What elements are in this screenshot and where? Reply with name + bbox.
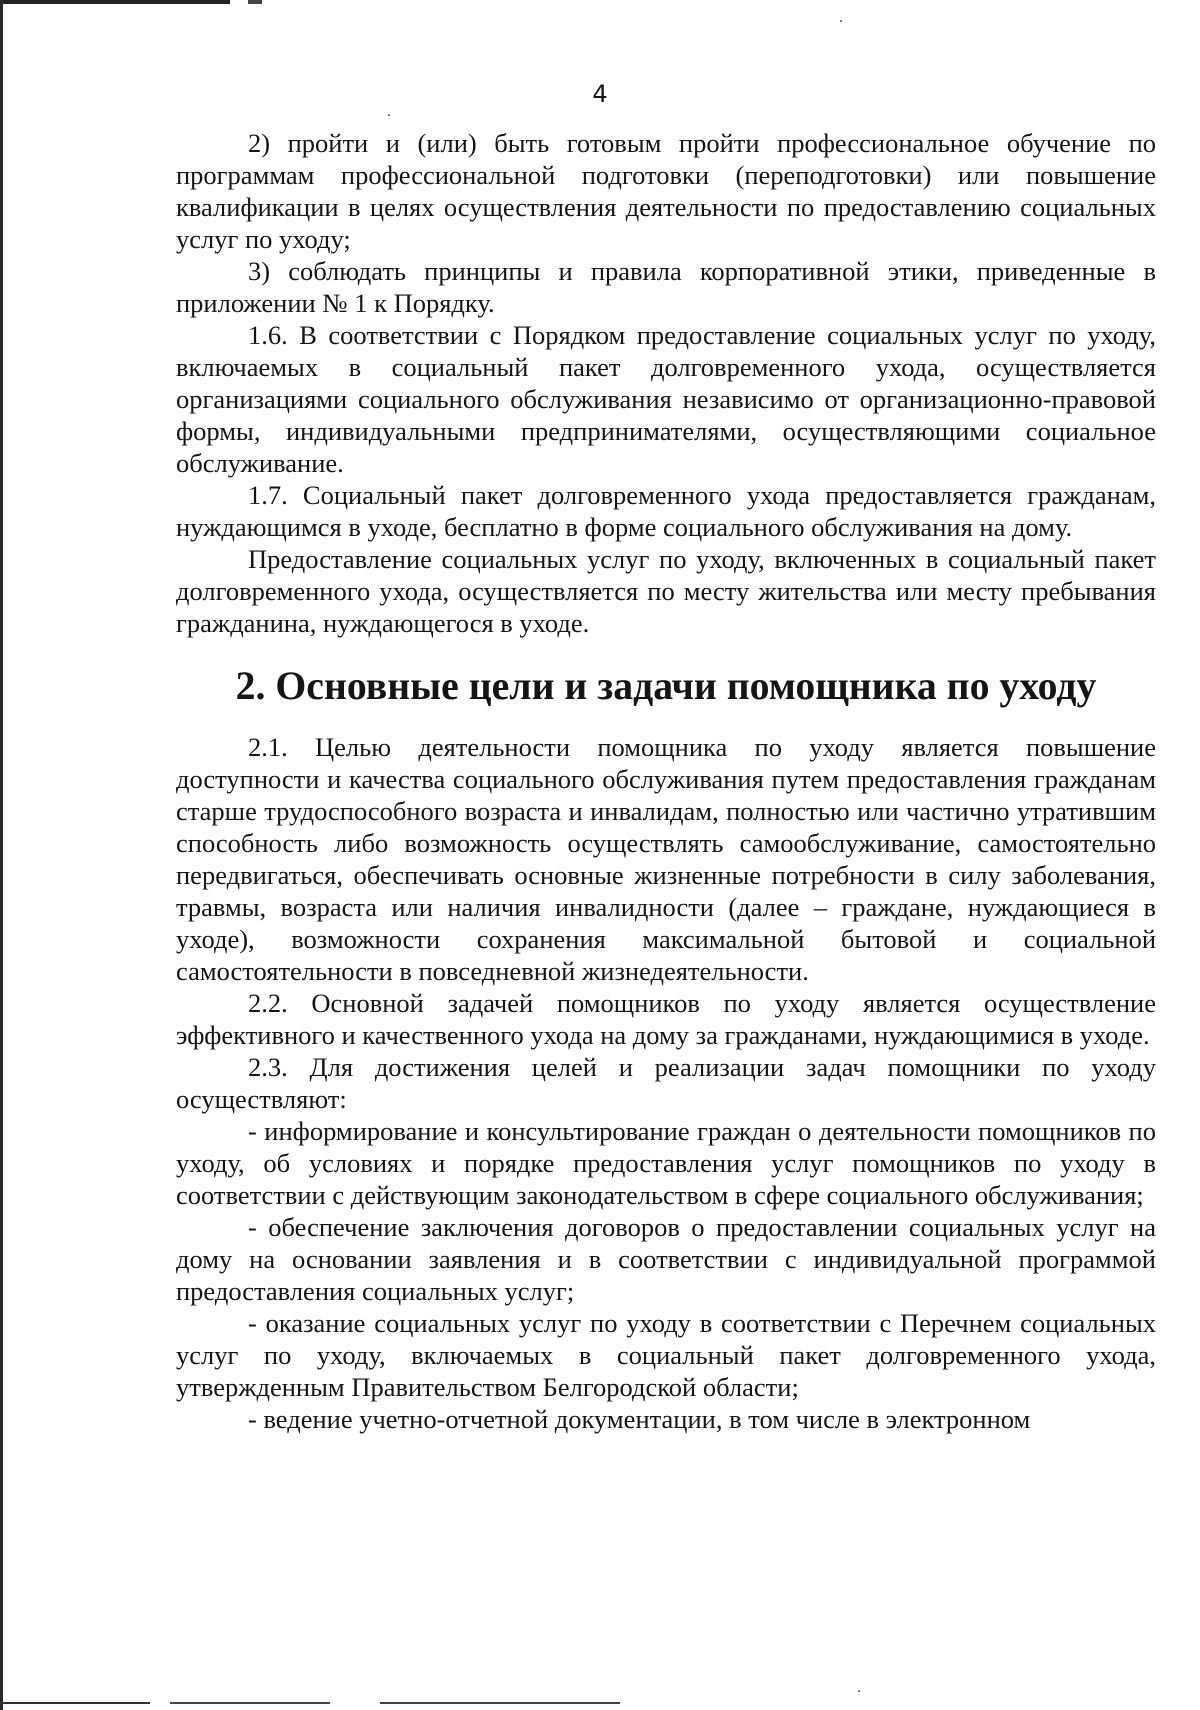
scan-speck [388, 114, 390, 116]
page-number: 4 [592, 80, 608, 108]
scan-speck [858, 1690, 860, 1692]
section-heading: 2. Основные цели и задачи помощника по уходу [235, 664, 1097, 708]
list-item: - ведение учетно-отчетной документации, в том числе в электронном [248, 1404, 1031, 1434]
list-item: - оказание социальных услуг по уходу в соответствии с Перечнем социальных услуг по уходу, включаемых в социальный пакет долговременного ухода, утвержденным Правительством Белгородской области; [176, 1308, 1156, 1402]
paragraph: 2.2. Основной задачей помощников по уходу является осуществление эффективного и качественного ухода на дому за гражданами, нуждающимися в уходе. [176, 988, 1156, 1050]
scan-speck [840, 20, 842, 22]
paragraph: 3) соблюдать принципы и правила корпоративной этики, приведенные в приложении № 1 к Порядку. [176, 256, 1156, 318]
paragraph: 2) пройти и (или) быть готовым пройти профессиональное обучение по программам профессиональной подготовки (переподготовки) или повышение квалификации в целях осуществления деятельности по предоставлению социальных услуг по уходу; [176, 128, 1156, 254]
paragraph: 1.6. В соответствии с Порядком предоставление социальных услуг по уходу, включаемых в социальный пакет долговременного ухода, осуществляется организациями социального обслуживания независимо от организационно-правовой формы, индивидуальными предпринимателями, осуществляющими социальное обслуживание. [176, 320, 1156, 478]
list-item: - информирование и консультирование граждан о деятельности помощников по уходу, об условиях и порядке предоставления услуг помощников по уходу в соответствии с действующим законодательством в сфере социального обслуживания; [176, 1116, 1156, 1210]
paragraph: 2.1. Целью деятельности помощника по уходу является повышение доступности и качества социального обслуживания путем предоставления гражданам старше трудоспособного возраста и инвалидам, полностью или частично утратившим способность либо возможность осуществлять самообслуживание, самостоятельно передвигаться, обеспечивать основные жизненные потребности в силу заболевания, травмы, возраста или наличия инвалидности (далее – граждане, нуждающиеся в уходе), возможности сохранения максимальной бытовой и социальной самостоятельности в повседневной жизнедеятельности. [176, 732, 1156, 986]
scan-edge-left [0, 0, 3, 1710]
paragraph: Предоставление социальных услуг по уходу, включенных в социальный пакет долговременного ухода, осуществляется по месту жительства или месту пребывания гражданина, нуждающегося в уходе. [176, 544, 1156, 638]
scan-edge-bottom [0, 1702, 1200, 1704]
scan-edge-top [0, 0, 300, 4]
list-item: - обеспечение заключения договоров о предоставлении социальных услуг на дому на основании заявления и в соответствии с индивидуальной программой предоставления социальных услуг; [176, 1212, 1156, 1306]
paragraph: 2.3. Для достижения целей и реализации задач помощники по уходу осуществляют: [176, 1052, 1156, 1114]
document-body [176, 127, 1156, 1435]
paragraph: 1.7. Социальный пакет долговременного ухода предоставляется гражданам, нуждающимся в уходе, бесплатно в форме социального обслуживания на дому. [176, 480, 1156, 542]
